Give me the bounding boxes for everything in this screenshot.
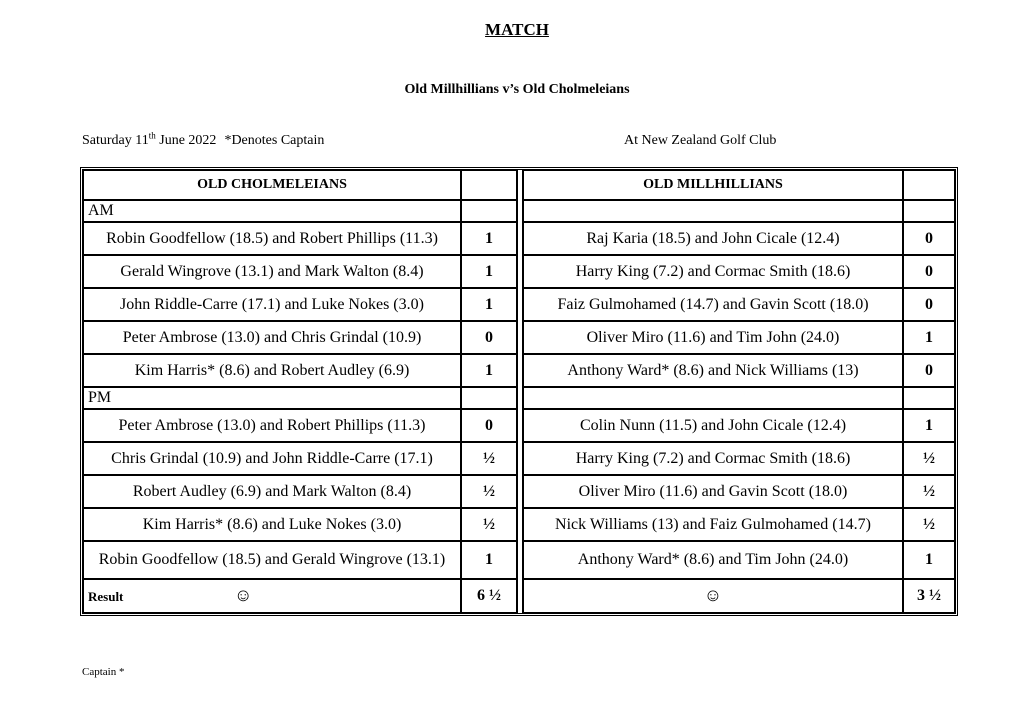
match-subtitle: Old Millhillians v’s Old Cholmeleians [404,82,630,97]
right-score: 0 [903,255,955,288]
left-score: 0 [461,409,517,442]
right-pair: Harry King (7.2) and Cormac Smith (18.6) [523,255,903,288]
smiley-icon: ☺ [234,585,253,605]
right-score: 0 [903,222,955,255]
left-pair: Peter Ambrose (13.0) and Robert Phillips (11.3) [83,409,461,442]
right-pair: Oliver Miro (11.6) and Tim John (24.0) [523,321,903,354]
right-score: ½ [903,442,955,475]
left-score: 1 [461,541,517,579]
right-pair: Colin Nunn (11.5) and John Cicale (12.4) [523,409,903,442]
right-pair: Oliver Miro (11.6) and Gavin Scott (18.0) [523,475,903,508]
left-pair: Peter Ambrose (13.0) and Chris Grindal (10.9) [83,321,461,354]
right-pair: Anthony Ward* (8.6) and Tim John (24.0) [523,541,903,579]
pm-label: PM [83,387,461,409]
right-score: 0 [903,354,955,387]
results-table [80,167,958,616]
left-pair: Chris Grindal (10.9) and John Riddle-Carre (17.1) [83,442,461,475]
pm-section-row [83,387,955,409]
right-score-header [903,170,955,200]
match-row [83,288,955,321]
left-pair: Kim Harris* (8.6) and Luke Nokes (3.0) [83,508,461,541]
left-team-header: OLD CHOLMELEIANS [83,170,461,200]
match-row [83,222,955,255]
right-pair: Anthony Ward* (8.6) and Nick Williams (13) [523,354,903,387]
am-section-row [83,200,955,222]
left-score-header [461,170,517,200]
right-score: 1 [903,409,955,442]
left-pair: Robin Goodfellow (18.5) and Gerald Wingrove (13.1) [83,541,461,579]
date-line [82,130,325,149]
left-score: ½ [461,475,517,508]
left-pair: Robin Goodfellow (18.5) and Robert Phillips (11.3) [83,222,461,255]
left-score: 1 [461,354,517,387]
smiley-icon: ☺ [703,585,723,605]
left-total: 6 ½ [461,579,517,613]
match-row [83,475,955,508]
right-score: 0 [903,288,955,321]
right-total: 3 ½ [903,579,955,613]
result-label: Result [88,589,124,604]
right-pair: Raj Karia (18.5) and John Cicale (12.4) [523,222,903,255]
left-pair: Gerald Wingrove (13.1) and Mark Walton (8.4) [83,255,461,288]
left-pair: Robert Audley (6.9) and Mark Walton (8.4) [83,475,461,508]
left-pair: John Riddle-Carre (17.1) and Luke Nokes (3.0) [83,288,461,321]
footer-note: Captain * [82,666,125,678]
right-pair: Nick Williams (13) and Faiz Gulmohamed (14.7) [523,508,903,541]
right-score: ½ [903,475,955,508]
match-row [83,409,955,442]
page-title: MATCH [485,20,549,39]
left-score: 1 [461,288,517,321]
date-suffix: th [148,130,156,141]
match-row [83,541,955,579]
right-pair: Harry King (7.2) and Cormac Smith (18.6) [523,442,903,475]
left-pair: Kim Harris* (8.6) and Robert Audley (6.9) [83,354,461,387]
match-row [83,508,955,541]
right-team-header: OLD MILLHILLIANS [523,170,903,200]
match-row [83,321,955,354]
date-day: Saturday 11 [82,133,149,148]
right-score: 1 [903,321,955,354]
right-score: ½ [903,508,955,541]
left-score: 1 [461,255,517,288]
left-score: 0 [461,321,517,354]
match-row [83,442,955,475]
header-row [83,170,955,200]
date-rest: June 2022 [155,133,217,148]
match-row [83,354,955,387]
right-score: 1 [903,541,955,579]
captain-note: *Denotes Captain [224,133,325,148]
venue-line: At New Zealand Golf Club [624,133,777,148]
result-cell [83,579,461,613]
match-row [83,255,955,288]
result-row [83,579,955,613]
right-result-cell [523,579,903,613]
am-label: AM [83,200,461,222]
right-pair: Faiz Gulmohamed (14.7) and Gavin Scott (18.0) [523,288,903,321]
left-score: ½ [461,442,517,475]
left-score: ½ [461,508,517,541]
left-score: 1 [461,222,517,255]
